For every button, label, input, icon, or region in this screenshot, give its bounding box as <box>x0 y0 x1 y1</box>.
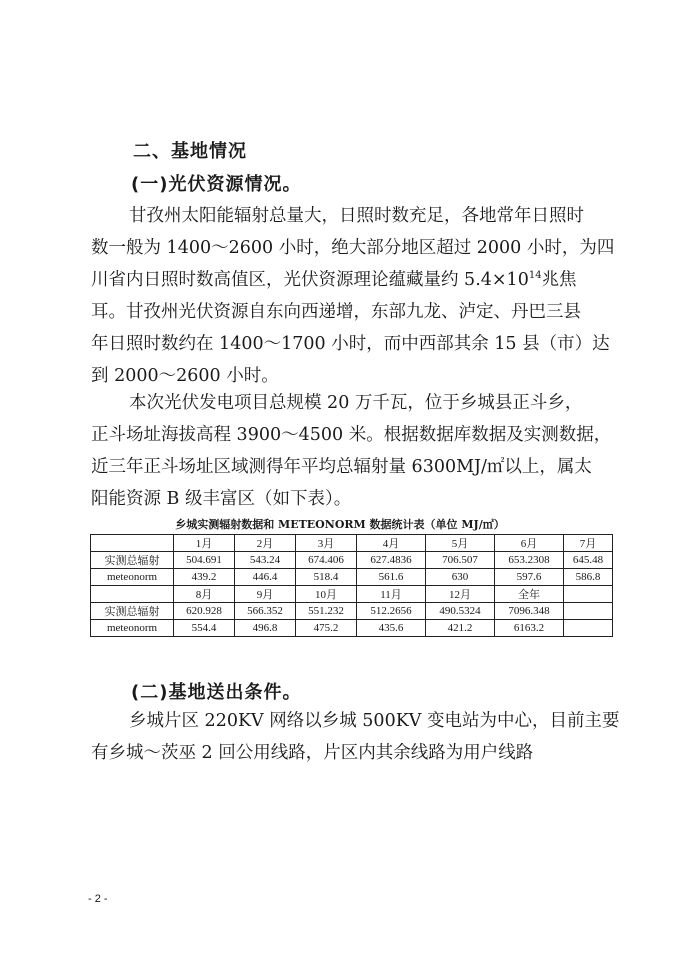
table-cell: 653.2308 <box>495 552 564 569</box>
paragraph-line: 本次光伏发电项目总规模 20 万千瓦，位于乡城县正斗乡， <box>129 393 583 413</box>
table-cell: 3月 <box>296 535 357 552</box>
table-cell: 12月 <box>426 586 495 603</box>
paragraph-line: 耳。甘孜州光伏资源自东向西递增，东部九龙、泸定、丹巴三县 <box>91 302 581 322</box>
table-cell: 6月 <box>495 535 564 552</box>
table-cell: 11月 <box>357 586 426 603</box>
table-cell: 554.4 <box>174 620 235 637</box>
table-cell <box>564 620 613 637</box>
table-cell: 566.352 <box>235 603 296 620</box>
radiation-stats-table <box>90 534 613 637</box>
page-number: - 2 - <box>88 893 108 905</box>
table-row <box>91 620 613 637</box>
table-cell: 实测总辐射 <box>91 552 174 569</box>
table-cell: meteonorm <box>91 569 174 586</box>
table-cell: 597.6 <box>495 569 564 586</box>
paragraph-line: 年日照时数约在 1400～1700 小时，而中西部其余 15 县（市）达 <box>91 334 610 354</box>
subsection-title-pv-resources: (一)光伏资源情况。 <box>131 174 302 195</box>
table-cell: 8月 <box>174 586 235 603</box>
table-cell: 全年 <box>495 586 564 603</box>
table-cell: 10月 <box>296 586 357 603</box>
table-cell: 5月 <box>426 535 495 552</box>
table-cell: 435.6 <box>357 620 426 637</box>
table-cell: 543.24 <box>235 552 296 569</box>
paragraph-project-scale <box>91 387 612 515</box>
subsection-title-grid-connection: (二)基地送出条件。 <box>131 682 302 703</box>
table-caption: 乡城实测辐射数据和 METEONORM 数据统计表（单位 MJ/㎡） <box>175 518 505 531</box>
table-cell: 551.232 <box>296 603 357 620</box>
table-cell: 7096.348 <box>495 603 564 620</box>
table-cell: 620.928 <box>174 603 235 620</box>
table-cell <box>564 586 613 603</box>
table-cell: 512.2656 <box>357 603 426 620</box>
table-cell <box>91 586 174 603</box>
paragraph-line: 乡城片区 220KV 网络以乡城 500KV 变电站为中心，目前主要 <box>129 711 620 731</box>
table-cell: 706.507 <box>426 552 495 569</box>
paragraph-line: 有乡城～茨巫 2 回公用线路，片区内其余线路为用户线路 <box>91 743 534 763</box>
table-cell: 627.4836 <box>357 552 426 569</box>
section-title: 二、基地情况 <box>133 141 247 162</box>
table-cell: 475.2 <box>296 620 357 637</box>
table-header-row <box>91 535 613 552</box>
table-cell: meteonorm <box>91 620 174 637</box>
table-cell: 504.691 <box>174 552 235 569</box>
paragraph-line: 到 2000～2600 小时。 <box>91 366 279 386</box>
table-cell: 674.406 <box>296 552 357 569</box>
table-cell: 561.6 <box>357 569 426 586</box>
table-cell: 645.48 <box>564 552 613 569</box>
table-row <box>91 569 613 586</box>
table-cell <box>564 603 613 620</box>
table-header-row <box>91 586 613 603</box>
paragraph-line: 正斗场址海拔高程 3900～4500 米。根据数据库数据及实测数据， <box>91 425 612 445</box>
paragraph-line: 数一般为 1400～2600 小时，绝大部分地区超过 2000 小时，为四 <box>91 238 615 258</box>
paragraph-grid-connection <box>91 705 620 769</box>
text-run: 兆焦 <box>541 270 577 290</box>
superscript-exponent: 14 <box>528 270 542 282</box>
table-cell: 446.4 <box>235 569 296 586</box>
table-row <box>91 603 613 620</box>
table-cell: 490.5324 <box>426 603 495 620</box>
table-row <box>91 552 613 569</box>
table-cell: 496.8 <box>235 620 296 637</box>
text-run: 川省内日照时数高值区，光伏资源理论蕴藏量约 5.4×10 <box>91 270 529 290</box>
table-cell: 518.4 <box>296 569 357 586</box>
paragraph-line: 近三年正斗场址区域测得年平均总辐射量 6300MJ/㎡以上，属太 <box>91 457 592 477</box>
table-cell: 4月 <box>357 535 426 552</box>
table-cell <box>91 535 174 552</box>
paragraph-pv-resources <box>91 200 615 392</box>
table-cell: 6163.2 <box>495 620 564 637</box>
table-cell: 9月 <box>235 586 296 603</box>
table-cell: 1月 <box>174 535 235 552</box>
table-cell: 630 <box>426 569 495 586</box>
table-cell: 586.8 <box>564 569 613 586</box>
table-cell: 2月 <box>235 535 296 552</box>
table-cell: 7月 <box>564 535 613 552</box>
paragraph-line: 甘孜州太阳能辐射总量大，日照时数充足，各地常年日照时 <box>129 206 584 226</box>
paragraph-line <box>91 264 599 296</box>
table-cell: 实测总辐射 <box>91 603 174 620</box>
table-cell: 439.2 <box>174 569 235 586</box>
table-cell: 421.2 <box>426 620 495 637</box>
paragraph-line: 阳能资源 B 级丰富区（如下表）。 <box>91 489 352 509</box>
